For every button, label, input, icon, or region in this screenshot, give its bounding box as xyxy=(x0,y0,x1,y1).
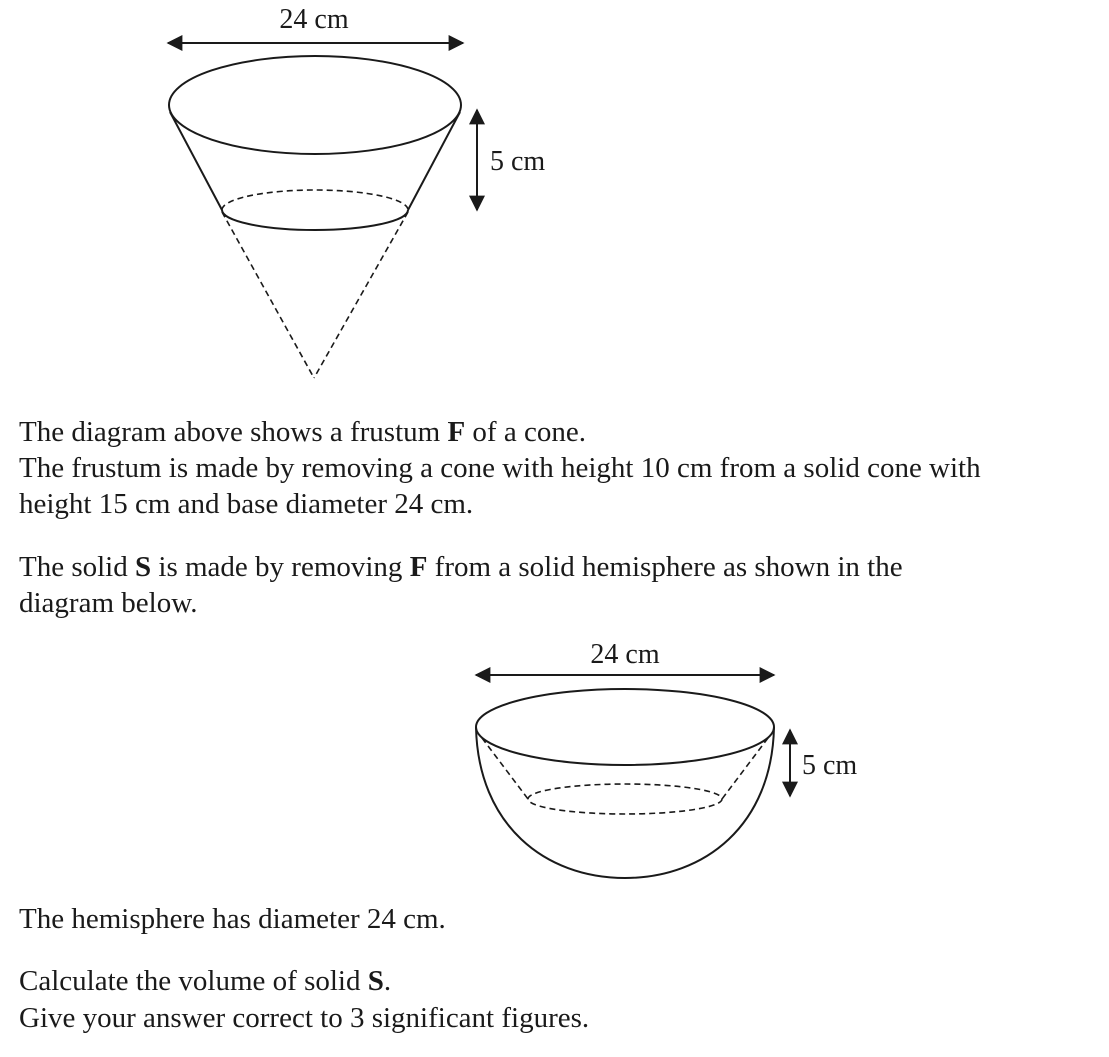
removed-cone-left-edge xyxy=(222,212,314,378)
frustum-right-side xyxy=(408,112,460,210)
frustum-top-ellipse xyxy=(169,56,461,154)
intro-line-1 xyxy=(19,414,586,450)
question-line-2: Give your answer correct to 3 significant figures. xyxy=(19,1002,590,1034)
question-solid-symbol: S xyxy=(367,965,384,997)
hemisphere-width-label: 24 cm xyxy=(590,639,660,670)
cavity-right-edge xyxy=(722,738,768,799)
solid-line-1 xyxy=(19,549,903,585)
frustum-bottom-front-arc xyxy=(222,210,408,230)
hemisphere-height-label: 5 cm xyxy=(802,750,858,781)
cavity-bottom-ellipse xyxy=(528,784,722,814)
frustum-bottom-back-arc xyxy=(222,190,408,210)
cavity-left-edge xyxy=(482,738,528,799)
intro-line-3: height 15 cm and base diameter 24 cm. xyxy=(19,488,474,520)
question-line-1-start: Calculate the volume of solid xyxy=(19,965,368,997)
intro-line-1-start: The diagram above shows a frustum xyxy=(19,416,448,448)
hemisphere-diagram xyxy=(476,639,857,878)
frustum-height-label: 5 cm xyxy=(490,146,546,177)
frustum-diagram xyxy=(168,4,545,378)
intro-frustum-symbol: F xyxy=(447,416,466,448)
frustum-left-side xyxy=(170,112,222,210)
intro-line-2: The frustum is made by removing a cone with height 10 cm from a solid cone with xyxy=(19,452,981,484)
solid-line-1-start: The solid xyxy=(19,551,135,583)
solid-line-2: diagram below. xyxy=(19,587,198,619)
solid-symbol: S xyxy=(135,551,152,583)
solid-line-1-end: from a solid hemisphere as shown in the xyxy=(427,551,903,583)
question-line-1 xyxy=(19,963,391,999)
question-line-1-end: . xyxy=(383,965,392,997)
hemisphere-diameter-text: The hemisphere has diameter 24 cm. xyxy=(19,903,446,935)
solid-line-1-middle: is made by removing xyxy=(151,551,410,583)
removed-cone-right-edge xyxy=(314,212,408,378)
frustum-width-label: 24 cm xyxy=(279,4,349,35)
solid-frustum-symbol: F xyxy=(409,551,428,583)
hemisphere-bowl xyxy=(476,727,774,878)
hemisphere-top-ellipse xyxy=(476,689,774,765)
intro-line-1-end: of a cone. xyxy=(465,416,586,448)
